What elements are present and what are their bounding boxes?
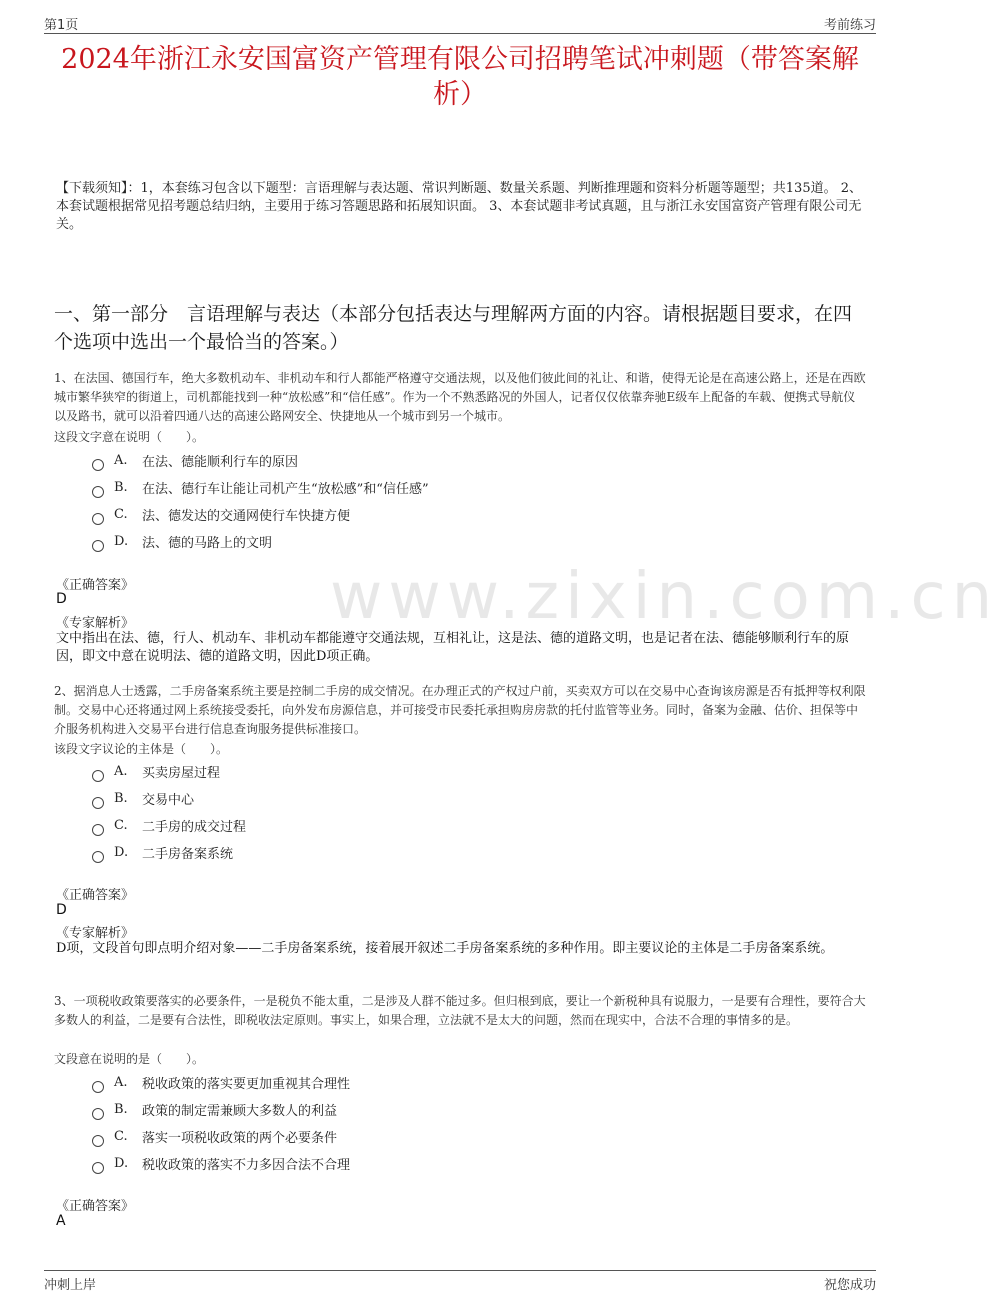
page-number: 第1页 xyxy=(44,18,79,33)
radio-icon[interactable] xyxy=(92,1135,104,1147)
q1-option-a[interactable] xyxy=(92,451,298,470)
option-text: 二手房备案系统 xyxy=(142,847,234,862)
download-notice: 【下载须知】：1，本套练习包含以下题型：言语理解与表达题、常识判断题、数量关系题、判断推理题和资料分析题等题型；共135道。 2、本套试题根据常见招考题总结归纳，主要用于练习答题思路和拓展知识面。 3、本套试题非考试真题，且与浙江永安国富资产管理有限公司无关。 xyxy=(56,181,862,232)
q1-option-b[interactable] xyxy=(92,478,429,497)
option-letter: D. xyxy=(114,534,129,549)
radio-icon[interactable] xyxy=(92,797,104,809)
option-letter: A. xyxy=(114,764,128,779)
option-text: 在法、德行车让能让司机产生“放松感”和“信任感” xyxy=(142,482,429,497)
radio-icon[interactable] xyxy=(92,770,104,782)
q1-expert-analysis-label: 《专家解析》 xyxy=(56,616,135,631)
option-letter: D. xyxy=(114,845,129,860)
option-text: 法、德发达的交通网使行车快捷方便 xyxy=(142,509,351,524)
q2-option-b[interactable] xyxy=(92,789,194,808)
q2-expert-analysis-label: 《专家解析》 xyxy=(56,926,135,941)
q3-option-d[interactable] xyxy=(92,1154,350,1173)
q2-option-a[interactable] xyxy=(92,762,220,781)
radio-icon[interactable] xyxy=(92,851,104,863)
q1-option-c[interactable] xyxy=(92,505,350,524)
question-1-text: 1、在法国、德国行车，绝大多数机动车、非机动车和行人都能严格遵守交通法规，以及他们彼此间的礼让、和谐，使得无论是在高速公路上，还是在西欧城市繁华狭窄的街道上，司机都能找到一种“放松感”和“信任感”。作为一个不熟悉路况的外国人，记者仅仅依靠奔驰E级车上配备的车载、便携式导航仪以及路书，就可以沿着四通八达的高速公路网安全、快捷地从一个城市到另一个城市。 xyxy=(54,371,866,423)
option-letter: B. xyxy=(114,480,128,495)
radio-icon[interactable] xyxy=(92,540,104,552)
footer-left: 冲刺上岸 xyxy=(44,1278,97,1293)
question-3-ask: 文段意在说明的是（ ）。 xyxy=(54,1052,205,1066)
section-heading: 一、第一部分 言语理解与表达（本部分包括表达与理解两方面的内容。请根据题目要求，在四个选项中选出一个最恰当的答案。） xyxy=(54,303,853,353)
q1-correct-answer-label: 《正确答案》 xyxy=(56,578,135,593)
question-2-text: 2、据消息人士透露，二手房备案系统主要是控制二手房的成交情况。在办理正式的产权过户前，买卖双方可以在交易中心查询该房源是否有抵押等权利限制。交易中心还将通过网上系统接受委托，向外发布房源信息，并可接受市民委托承担购房房款的托付监管等业务。同时，备案为金融、估价、担保等中介服务机构进入交易平台进行信息查询服务提供标准接口。 xyxy=(54,684,866,736)
q2-correct-answer-label: 《正确答案》 xyxy=(56,888,135,903)
option-letter: C. xyxy=(114,818,128,833)
option-letter: A. xyxy=(114,1075,128,1090)
question-2-ask: 该段文字议论的主体是（ ）。 xyxy=(54,742,229,756)
radio-icon[interactable] xyxy=(92,459,104,471)
q3-answer: A xyxy=(56,1213,66,1229)
option-text: 交易中心 xyxy=(142,793,195,808)
option-text: 税收政策的落实要更加重视其合理性 xyxy=(142,1077,351,1092)
q3-option-c[interactable] xyxy=(92,1127,337,1146)
document-title: 2024年浙江永安国富资产管理有限公司招聘笔试冲刺题（带答案解析） xyxy=(61,44,859,110)
footer-right: 祝您成功 xyxy=(823,1278,876,1293)
option-letter: A. xyxy=(114,453,128,468)
option-text: 法、德的马路上的文明 xyxy=(142,536,273,551)
footer-rule xyxy=(44,1270,876,1271)
option-text: 税收政策的落实不力多因合法不合理 xyxy=(142,1158,351,1173)
radio-icon[interactable] xyxy=(92,1081,104,1093)
option-letter: C. xyxy=(114,507,128,522)
option-letter: D. xyxy=(114,1156,129,1171)
watermark: www.zixin.com.cn xyxy=(330,560,998,634)
option-text: 买卖房屋过程 xyxy=(142,766,221,781)
radio-icon[interactable] xyxy=(92,824,104,836)
option-letter: B. xyxy=(114,1102,128,1117)
q2-option-d[interactable] xyxy=(92,843,233,862)
question-3-text: 3、一项税收政策要落实的必要条件，一是税负不能太重，二是涉及人群不能过多。但归根到底，要让一个新税种具有说服力，一是要有合理性，要符合大多数人的利益，二是要有合法性，即税收法定原则。事实上，如果合理，立法就不是太大的问题，然而在现实中，合法不合理的事情多的是。 xyxy=(54,994,866,1027)
q3-option-b[interactable] xyxy=(92,1100,337,1119)
option-text: 落实一项税收政策的两个必要条件 xyxy=(142,1131,338,1146)
option-text: 在法、德能顺利行车的原因 xyxy=(142,455,299,470)
question-1-ask: 这段文字意在说明（ ）。 xyxy=(54,430,205,444)
q2-option-c[interactable] xyxy=(92,816,246,835)
header-right-label: 考前练习 xyxy=(823,18,876,33)
option-letter: C. xyxy=(114,1129,128,1144)
q2-analysis: D项，文段首句即点明介绍对象——二手房备案系统，接着展开叙述二手房备案系统的多种作用。即主要议论的主体是二手房备案系统。 xyxy=(56,941,834,956)
option-text: 二手房的成交过程 xyxy=(142,820,247,835)
radio-icon[interactable] xyxy=(92,486,104,498)
q2-answer: D xyxy=(56,902,67,918)
q1-analysis: 文中指出在法、德，行人、机动车、非机动车都能遵守交通法规，互相礼让，这是法、德的道路文明，也是记者在法、德能够顺利行车的原因，即文中意在说明法、德的道路文明，因此D项正确。 xyxy=(56,631,850,664)
option-text: 政策的制定需兼顾大多数人的利益 xyxy=(142,1104,338,1119)
q3-option-a[interactable] xyxy=(92,1073,350,1092)
option-letter: B. xyxy=(114,791,128,806)
q1-option-d[interactable] xyxy=(92,532,272,551)
radio-icon[interactable] xyxy=(92,513,104,525)
radio-icon[interactable] xyxy=(92,1162,104,1174)
q3-correct-answer-label: 《正确答案》 xyxy=(56,1199,135,1214)
radio-icon[interactable] xyxy=(92,1108,104,1120)
q1-answer: D xyxy=(56,591,67,607)
header-rule xyxy=(44,33,876,34)
